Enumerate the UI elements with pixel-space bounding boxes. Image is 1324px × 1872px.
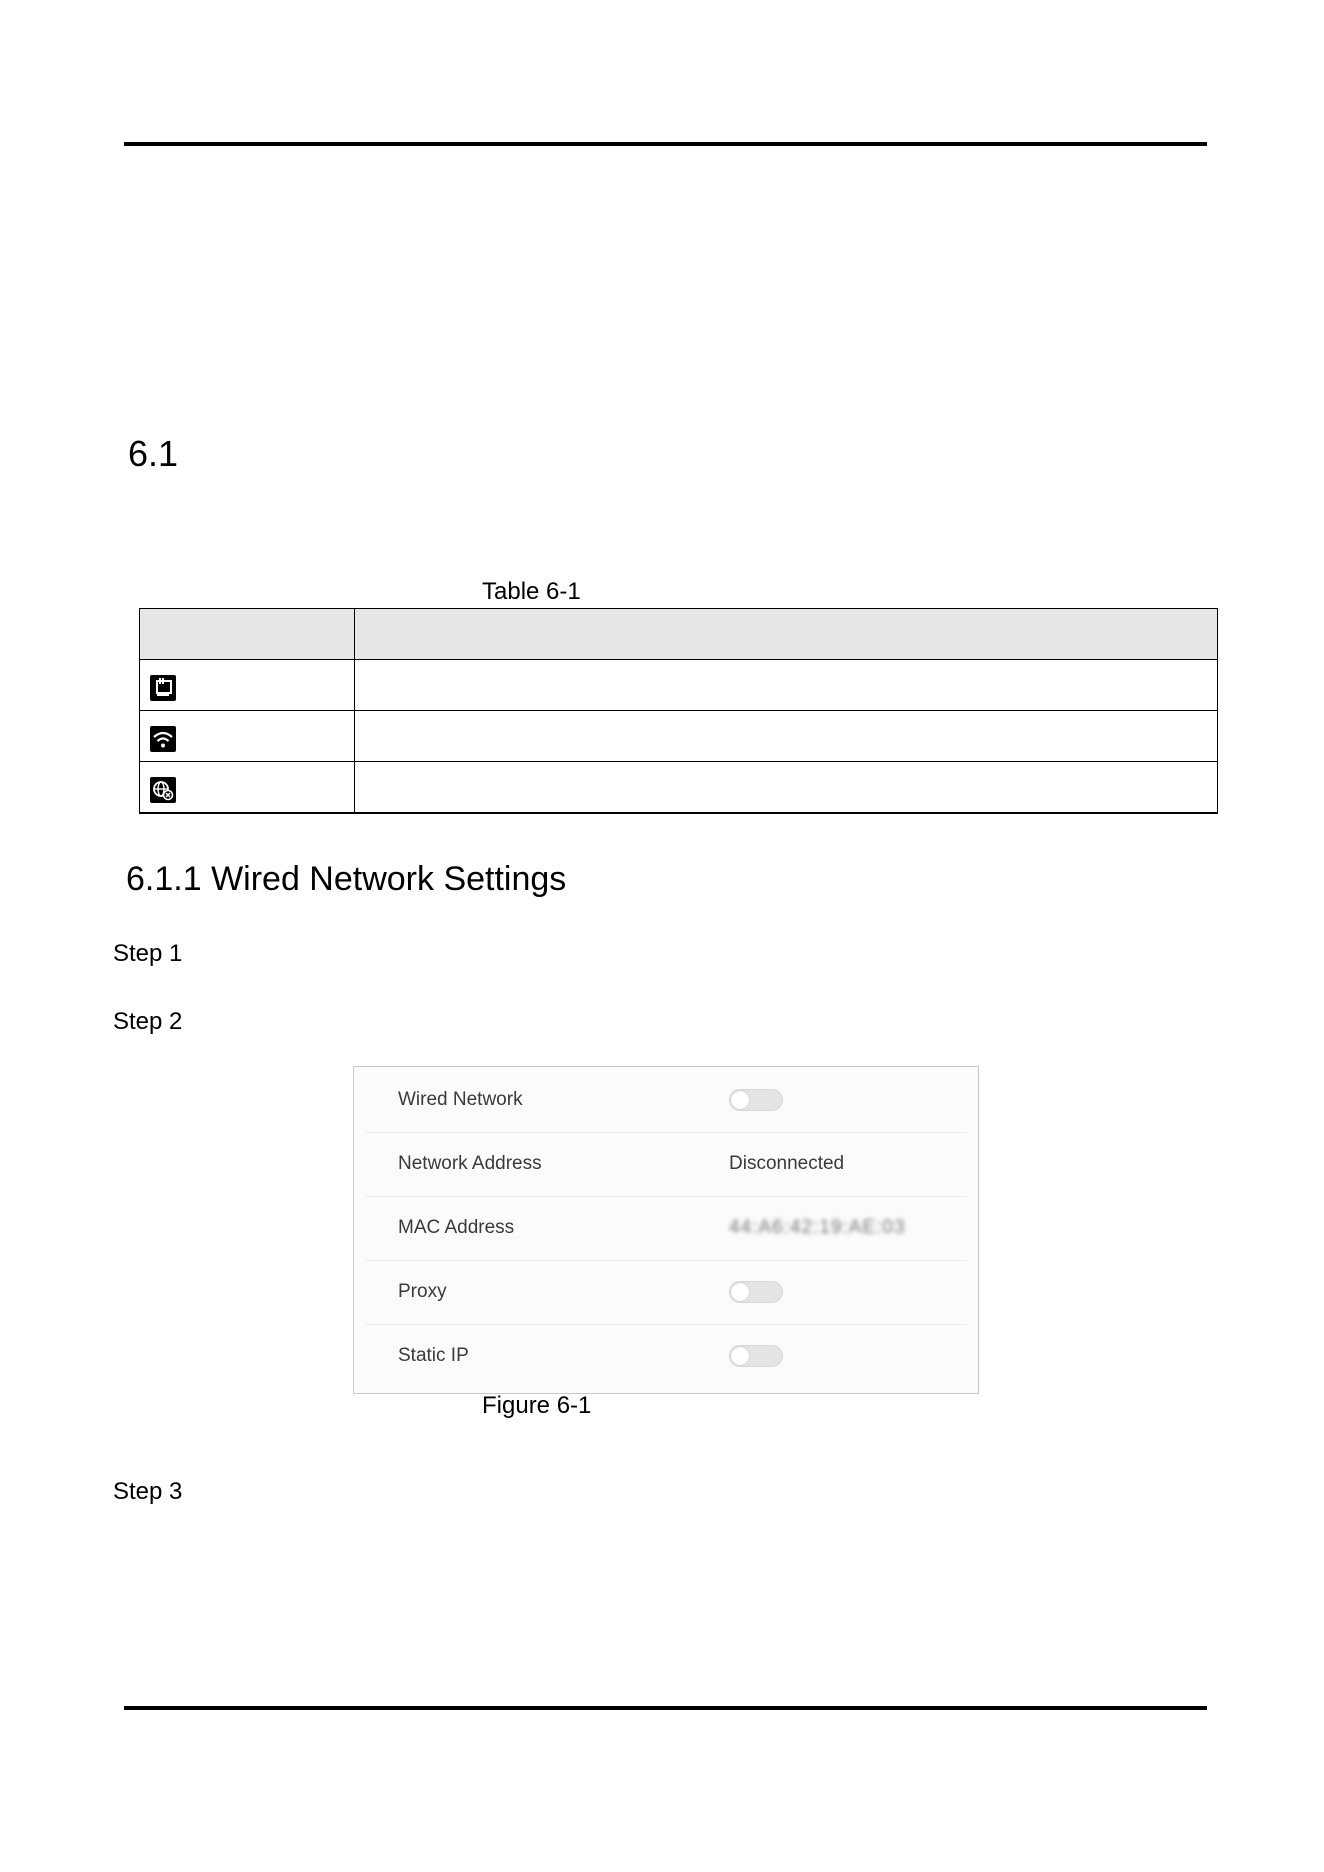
table-header-row [140, 609, 1218, 660]
wired-network-icon [150, 675, 176, 701]
table-header-cell [140, 609, 355, 660]
table-cell-icon [140, 762, 355, 814]
step-label: Step 1 [113, 940, 183, 967]
proxy-toggle[interactable] [729, 1281, 783, 1303]
settings-row-proxy [365, 1260, 967, 1325]
settings-row-wired-network [365, 1068, 967, 1133]
setting-label: Network Address [398, 1153, 542, 1174]
toggle-knob [731, 1283, 749, 1301]
wired-network-toggle[interactable] [729, 1089, 783, 1111]
wifi-icon [150, 726, 176, 752]
settings-row-network-address [365, 1132, 967, 1197]
header-rule [124, 142, 1207, 146]
table-cell-icon [140, 711, 355, 762]
network-status-table [139, 608, 1218, 814]
toggle-knob [731, 1091, 749, 1109]
setting-label: Static IP [398, 1345, 469, 1366]
table-caption: Table 6-1 [482, 578, 581, 605]
table-cell-icon [140, 660, 355, 711]
figure-caption: Figure 6-1 [482, 1392, 592, 1419]
subsection-heading: 6.1.1 Wired Network Settings [126, 860, 567, 898]
network-error-icon [150, 777, 176, 803]
table-cell-description [355, 711, 1218, 762]
step-label: Step 2 [113, 1008, 183, 1035]
setting-label: MAC Address [398, 1217, 515, 1238]
wired-network-settings-figure [353, 1066, 979, 1394]
static-ip-toggle[interactable] [729, 1345, 783, 1367]
table-header-cell [355, 609, 1218, 660]
step-label: Step 3 [113, 1478, 183, 1505]
settings-row-mac-address [365, 1196, 967, 1261]
setting-label: Proxy [398, 1281, 447, 1302]
toggle-knob [731, 1347, 749, 1365]
footer-rule [124, 1706, 1207, 1710]
table-row [140, 660, 1218, 711]
setting-label: Wired Network [398, 1089, 523, 1110]
table-cell-description [355, 660, 1218, 711]
table-cell-description [355, 762, 1218, 814]
network-address-value: Disconnected [729, 1153, 845, 1174]
section-heading: 6.1 [128, 433, 179, 474]
settings-row-static-ip [365, 1324, 967, 1388]
mac-address-value: 44:A6:42:19:AE:03 [729, 1217, 906, 1238]
table-row [140, 711, 1218, 762]
table-row [140, 762, 1218, 814]
